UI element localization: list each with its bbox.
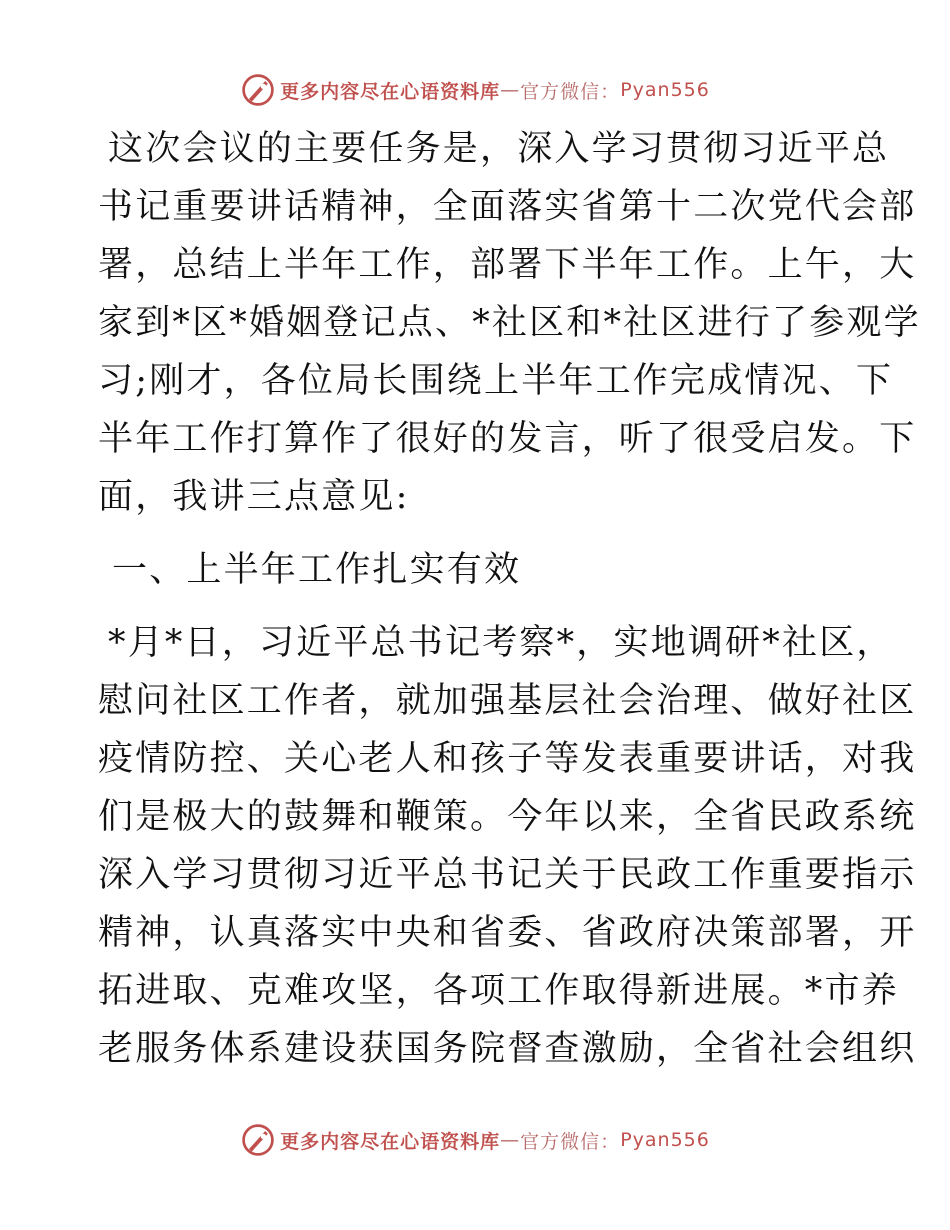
quill-logo-icon [240,72,276,108]
watermark-wechat-id: Pyan556 [620,1129,710,1151]
text-line: 面，我讲三点意见: [98,477,410,517]
document-body [98,120,921,1078]
text-line: 习;刚才，各位局长围绕上半年工作完成情况、下 [98,361,894,401]
watermark-separator: — [500,79,521,101]
text-line: 深入学习贯彻习近平总书记关于民政工作重要指示 [98,855,917,895]
text-line: 半年工作打算作了很好的发言，听了很受启发。下 [98,419,917,459]
text-line: 慰问社区工作者，就加强基层社会治理、做好社区 [98,681,917,721]
watermark-wechat-label: 官方微信： [520,1130,621,1153]
section-heading: 一、上半年工作扎实有效 [112,550,522,590]
watermark-brand: 更多内容尽在心语资料库 [280,1130,501,1153]
watermark-footer [0,1120,950,1160]
text-line: *月*日，习近平总书记考察*，实地调研*社区， [108,623,894,663]
text-line: 老服务体系建设获国务院督查激励，全省社会组织 [98,1029,917,1069]
text-line: 书记重要讲话精神，全面落实省第十二次党代会部 [98,187,917,227]
text-line: 精神，认真落实中央和省委、省政府决策部署，开 [98,913,917,953]
text-line: 这次会议的主要任务是，深入学习贯彻习近平总 [108,129,890,169]
paragraph-intro [98,120,921,526]
text-line: 署，总结上半年工作，部署下半年工作。上午，大 [98,245,917,285]
text-line: 疫情防控、关心老人和孩子等发表重要讲话，对我 [98,739,917,779]
watermark-brand: 更多内容尽在心语资料库 [280,80,501,103]
text-line: 拓进取、克难攻坚，各项工作取得新进展。*市养 [98,971,899,1011]
watermark-separator: — [500,1129,521,1151]
watermark-wechat-label: 官方微信： [520,80,621,103]
quill-logo-icon [240,1122,276,1158]
paragraph-section-1 [98,614,917,1078]
watermark-wechat-id: Pyan556 [620,79,710,101]
text-line: 们是极大的鼓舞和鞭策。今年以来，全省民政系统 [98,797,917,837]
text-line: 家到*区*婚姻登记点、*社区和*社区进行了参观学 [98,303,921,343]
watermark-header [0,70,950,110]
